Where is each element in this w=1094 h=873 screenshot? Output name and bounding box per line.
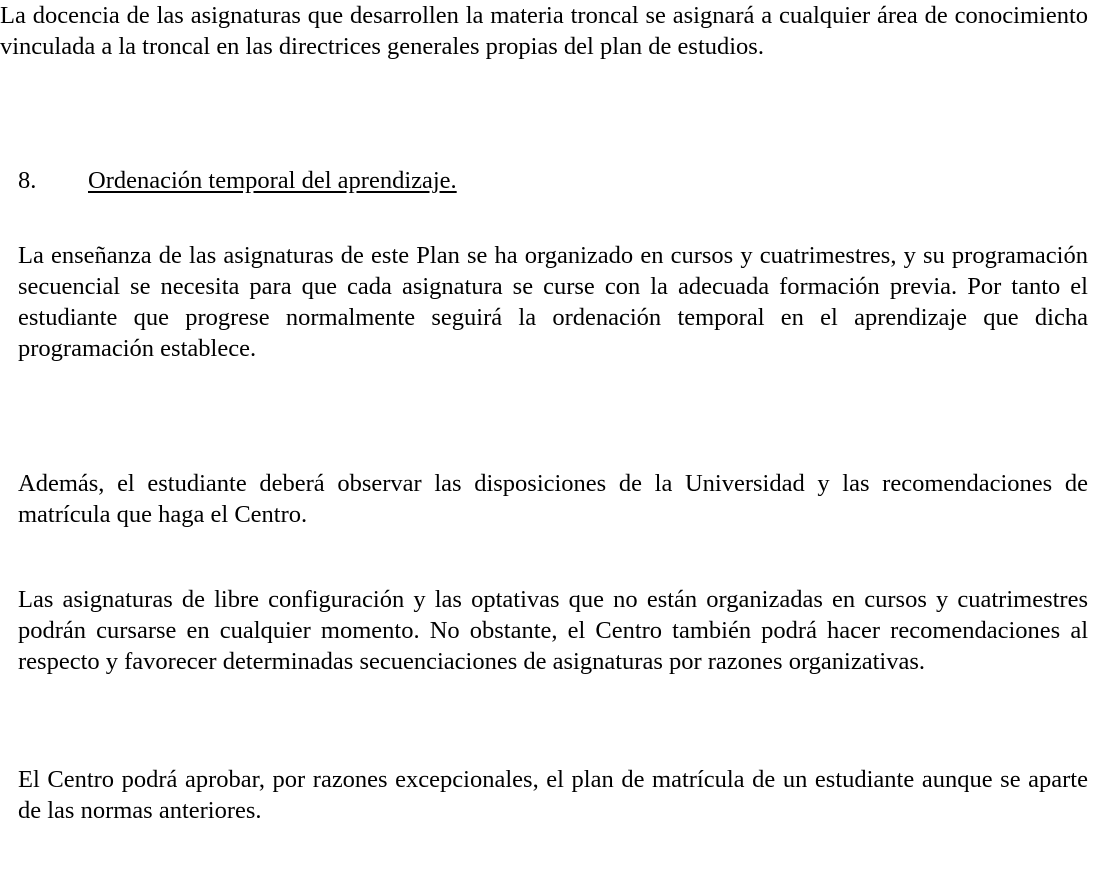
paragraph-free-configuration: Las asignaturas de libre configuración y las optativas que no están organizadas en cursos y cuatrimestres podrán cursarse en cualquier momento. No obstante, el Centro también podrá hacer recomendaciones al respecto y favorecer determinadas secuenciaciones de asignaturas por razones organizativas. [18,586,1088,675]
paragraph-exceptional-approval: El Centro podrá aprobar, por razones excepcionales, el plan de matrícula de un estudiante aunque se aparte de las normas anteriores. [18,766,1088,824]
section-title: Ordenación temporal del aprendizaje. [88,167,457,194]
paragraph-university-provisions: Además, el estudiante deberá observar las disposiciones de la Universidad y las recomendaciones de matrícula que haga el Centro. [18,470,1088,528]
section-heading [18,165,457,196]
intro-paragraph: La docencia de las asignaturas que desarrollen la materia troncal se asignará a cualquier área de conocimiento vinculada a la troncal en las directrices generales propias del plan de estudios. [0,2,1088,60]
paragraph-learning-order: La enseñanza de las asignaturas de este Plan se ha organizado en cursos y cuatrimestres, y su programación secuencial se necesita para que cada asignatura se curse con la adecuada formación previa. Por tanto el estudiante que progrese normalmente seguirá la ordenación temporal en el aprendizaje que dicha programación establece. [18,242,1088,362]
section-number: 8. [18,167,37,194]
